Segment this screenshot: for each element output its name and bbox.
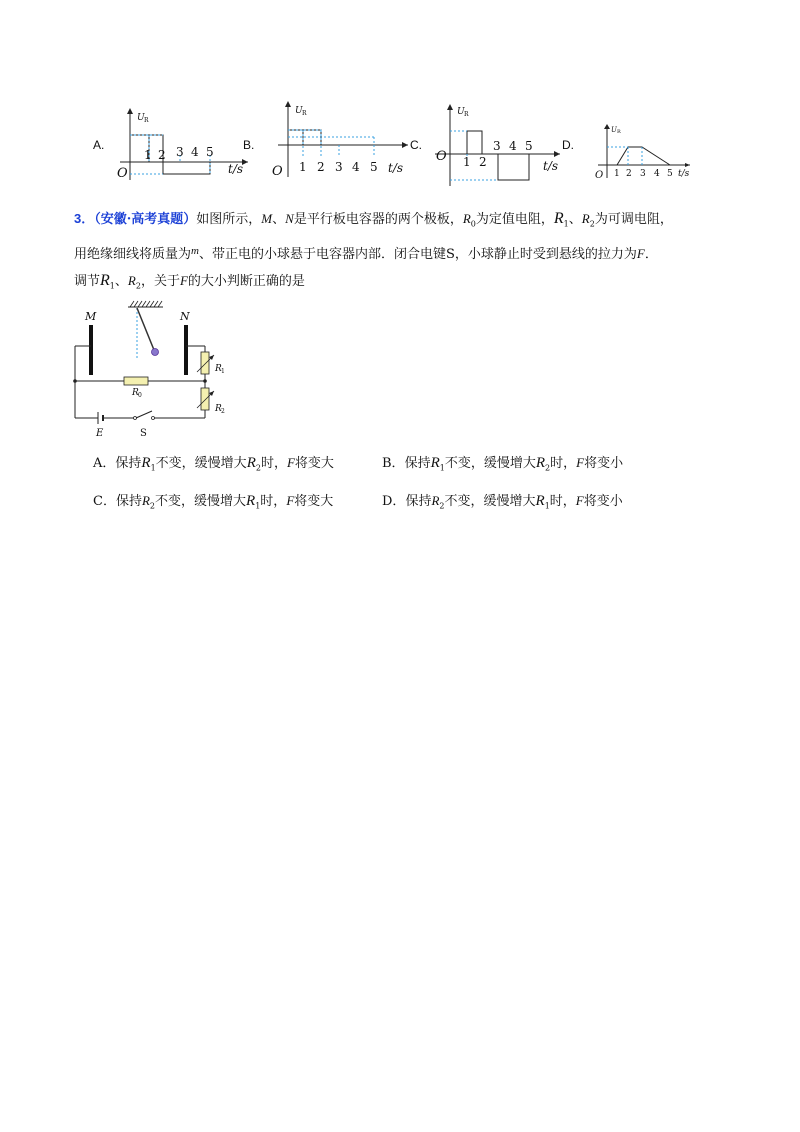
graph-stroke xyxy=(685,163,690,167)
resistor-r0 xyxy=(124,377,148,385)
text-fragment: A． xyxy=(93,456,116,471)
text-fragment: 将变小 xyxy=(583,494,623,509)
option-a-letter: A. xyxy=(93,138,105,152)
text-fragment: ． xyxy=(644,246,658,262)
text-fragment: F xyxy=(179,272,188,288)
origin-label: O xyxy=(117,166,128,181)
graph-label: 4 xyxy=(509,139,517,153)
text-fragment: 时， xyxy=(550,456,577,471)
option-c-letter: C. xyxy=(410,138,422,152)
text-fragment: R xyxy=(431,493,440,508)
plate-n xyxy=(184,325,188,375)
text-fragment: 保持 xyxy=(405,494,432,509)
option-d-letter: D. xyxy=(562,138,574,152)
graph-label: R xyxy=(215,404,222,414)
choice-b[interactable] xyxy=(382,452,623,473)
text-fragment: 用绝缘细线将质量为 xyxy=(74,246,192,262)
text-fragment: 保持 xyxy=(115,456,142,471)
text-fragment: F xyxy=(575,493,584,508)
graph-stroke xyxy=(137,308,154,350)
graph-stroke xyxy=(447,104,453,110)
graph-stroke xyxy=(498,154,529,180)
text-fragment: R xyxy=(141,493,150,508)
text-fragment: 时， xyxy=(260,456,287,471)
text-fragment: 2 xyxy=(439,501,445,511)
graph-label: t/s xyxy=(543,159,559,173)
text-fragment: 1 xyxy=(150,463,156,473)
option-a-graph xyxy=(110,100,260,185)
graph-label: 4 xyxy=(191,145,199,159)
graph-stroke xyxy=(467,131,482,154)
text-fragment: 2 xyxy=(135,281,141,291)
text-fragment: 、 xyxy=(568,212,582,227)
text-fragment: D． xyxy=(382,494,406,509)
text-fragment: 保持 xyxy=(115,494,142,509)
graph-label: 5 xyxy=(667,169,673,179)
charged-ball xyxy=(152,349,159,356)
circuit-diagram xyxy=(70,300,240,445)
graph-label: 4 xyxy=(654,169,660,179)
graph-label: S xyxy=(140,428,147,439)
graph-label: 2 xyxy=(479,155,487,169)
text-fragment: 1 xyxy=(563,219,569,229)
graph-stroke xyxy=(127,108,133,114)
graph-stroke xyxy=(146,301,150,307)
graph-stroke xyxy=(73,379,77,383)
graph-stroke xyxy=(617,147,670,165)
graph-label: O xyxy=(595,170,604,181)
graph-stroke xyxy=(154,301,158,307)
graph-label: R xyxy=(302,110,307,117)
graph-label: R xyxy=(144,117,149,124)
text-fragment: 不变，缓慢增大 xyxy=(155,494,247,509)
text-fragment: 将变大 xyxy=(294,456,334,471)
text-fragment: 时， xyxy=(549,494,576,509)
text-fragment: F xyxy=(576,455,585,470)
text-fragment: F xyxy=(286,455,295,470)
graph-label: O xyxy=(272,164,283,179)
text-fragment: R xyxy=(462,211,471,226)
graph-label: E xyxy=(96,428,104,439)
graph-label: 3 xyxy=(335,160,343,174)
axis-y-label: U xyxy=(137,113,145,123)
graph-stroke xyxy=(402,142,408,148)
option-d-graph xyxy=(592,118,702,183)
text-fragment: 不变，缓慢增大 xyxy=(444,494,536,509)
text-fragment: 的大小判断正确的是 xyxy=(187,273,305,289)
text-fragment: 不变，缓慢增大 xyxy=(444,456,536,471)
graph-label: 2 xyxy=(158,148,166,162)
choice-a[interactable] xyxy=(93,452,334,473)
choice-d[interactable] xyxy=(382,490,623,511)
text-fragment: B． xyxy=(382,456,405,471)
graph-label: O xyxy=(436,149,447,164)
text-fragment: 保持 xyxy=(404,456,431,471)
graph-label: 1 xyxy=(221,368,225,375)
text-fragment: 2 xyxy=(589,219,595,229)
graph-label: 5 xyxy=(525,139,533,153)
graph-label: 0 xyxy=(138,392,142,399)
text-fragment: R xyxy=(141,455,151,471)
graph-stroke xyxy=(142,301,146,307)
question-source: （安徽·高考真题） xyxy=(94,212,197,227)
graph-stroke xyxy=(604,124,610,129)
question-number: 3． xyxy=(74,211,95,226)
text-fragment: R xyxy=(535,493,545,509)
text-fragment: 、 xyxy=(272,212,286,227)
text-fragment: 为可调电阻， xyxy=(594,212,673,227)
text-fragment: R xyxy=(246,493,256,509)
graph-label: 1 xyxy=(614,169,620,179)
text-fragment: R xyxy=(246,455,256,471)
graph-label: 2 xyxy=(317,160,325,174)
resistor-r1 xyxy=(201,352,209,374)
text-fragment: 将变小 xyxy=(584,456,624,471)
text-fragment: S xyxy=(445,246,455,262)
plate-m xyxy=(89,325,93,375)
graph-label: R xyxy=(464,111,469,118)
text-fragment: 1 xyxy=(439,463,445,473)
choice-c[interactable] xyxy=(93,490,333,511)
graph-label: N xyxy=(180,310,190,323)
graph-label: U xyxy=(457,107,465,117)
text-fragment: 1 xyxy=(255,501,261,511)
text-fragment: 2 xyxy=(545,463,551,473)
text-fragment: R xyxy=(127,272,136,288)
text-fragment: 、带正电的小球悬于电容器内部．闭合电键 xyxy=(198,246,446,262)
text-fragment: 1 xyxy=(544,501,550,511)
graph-label: 2 xyxy=(626,169,632,179)
option-b-graph xyxy=(268,95,418,185)
text-fragment: M xyxy=(261,211,273,226)
resistor-r2 xyxy=(201,388,209,410)
text-fragment: F xyxy=(636,245,645,261)
graph-label: 1 xyxy=(463,155,471,169)
graph-label: 3 xyxy=(640,169,646,179)
text-fragment: 时， xyxy=(260,494,287,509)
graph-stroke xyxy=(134,301,138,307)
text-fragment: 1 xyxy=(109,281,115,291)
text-fragment: R xyxy=(581,211,590,226)
graph-label: 1 xyxy=(144,148,152,162)
text-fragment: R xyxy=(100,271,110,289)
graph-stroke xyxy=(163,162,210,174)
switch-s xyxy=(136,411,152,418)
text-fragment: 为定值电阻， xyxy=(475,212,554,227)
graph-label: R xyxy=(215,364,222,374)
graph-label: t/s xyxy=(388,161,404,175)
graph-label: U xyxy=(611,126,617,134)
graph-stroke xyxy=(130,301,134,307)
text-fragment: R xyxy=(430,455,440,471)
graph-label: t/s xyxy=(678,169,690,179)
text-fragment: 不变，缓慢增大 xyxy=(155,456,247,471)
text-fragment: 0 xyxy=(470,219,476,229)
option-b-letter: B. xyxy=(243,138,255,152)
text-fragment: R xyxy=(535,455,546,471)
graph-stroke xyxy=(158,301,162,307)
graph-label: 4 xyxy=(352,160,360,174)
text-fragment: 是平行板电容器的两个极板， xyxy=(293,212,463,227)
graph-label: 2 xyxy=(221,408,225,415)
graph-stroke xyxy=(150,301,154,307)
graph-label: 3 xyxy=(176,145,184,159)
text-fragment: ，关于 xyxy=(140,273,180,289)
text-fragment: 如图所示， xyxy=(196,212,262,227)
graph-label: R xyxy=(617,129,621,135)
text-fragment: m xyxy=(191,244,199,257)
text-fragment: 、 xyxy=(114,273,128,289)
graph-label: U xyxy=(295,106,303,116)
graph-stroke xyxy=(138,301,142,307)
text-fragment: R xyxy=(553,210,564,227)
text-fragment: 2 xyxy=(149,501,156,511)
graph-label: R xyxy=(132,388,139,398)
text-fragment: 2 xyxy=(255,463,261,473)
text-fragment: N xyxy=(285,211,294,226)
question-3-stem xyxy=(74,206,734,299)
graph-label: 5 xyxy=(370,160,378,174)
axis-x-label: t/s xyxy=(228,162,244,176)
text-fragment: C． xyxy=(93,494,116,509)
text-fragment: 调节 xyxy=(74,273,101,289)
graph-label: M xyxy=(85,310,97,323)
graph-label: 1 xyxy=(299,160,307,174)
graph-stroke xyxy=(554,151,560,157)
text-fragment: ，小球静止时受到悬线的拉力为 xyxy=(454,246,637,262)
text-fragment: F xyxy=(286,493,295,508)
graph-stroke xyxy=(285,101,291,107)
graph-label: 3 xyxy=(493,139,501,153)
graph-label: 5 xyxy=(206,145,214,159)
option-c-graph xyxy=(425,98,575,190)
text-fragment: 将变大 xyxy=(294,494,334,509)
